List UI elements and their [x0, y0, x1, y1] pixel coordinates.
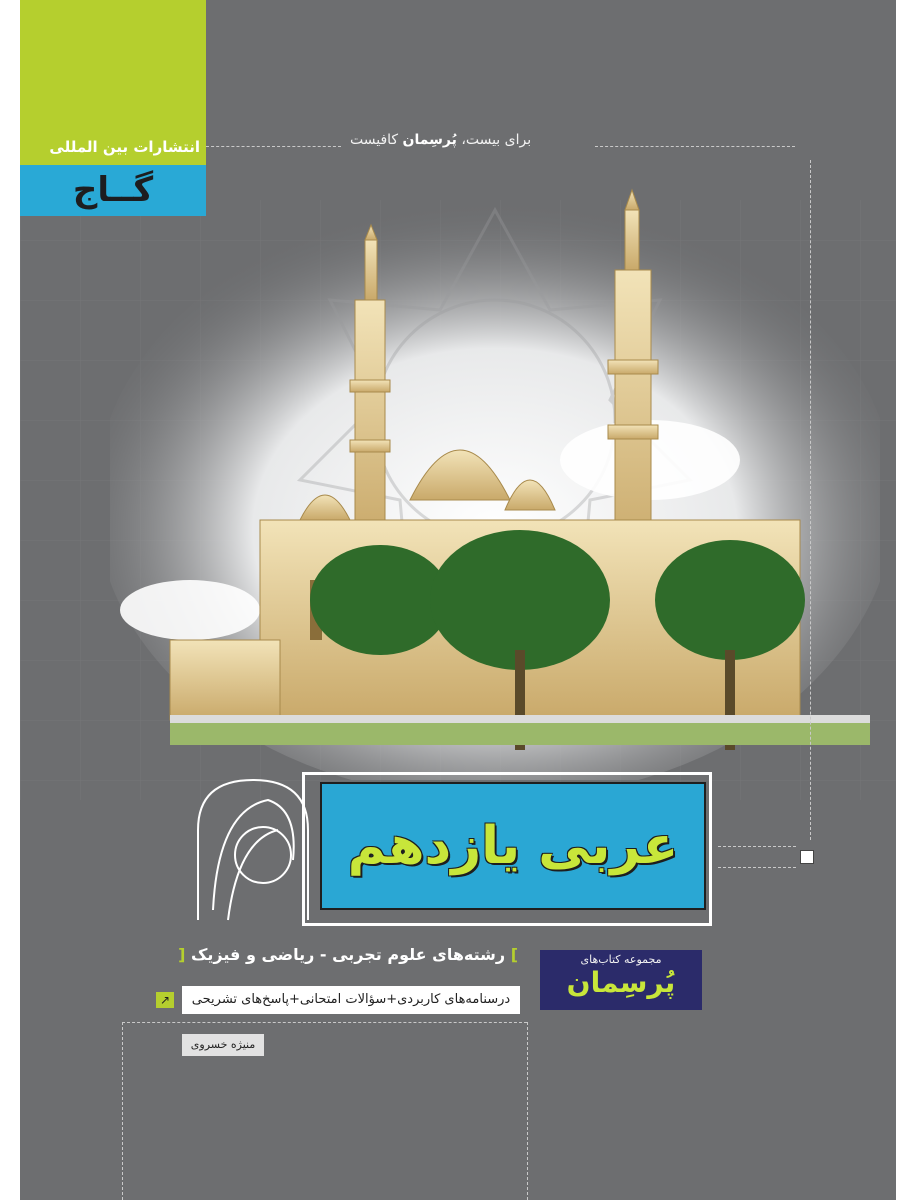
book-description: درسنامه‌های کاربردی+سؤالات امتحانی+پاسخ‌های تشریحی — [191, 992, 511, 1007]
book-fields — [178, 938, 518, 972]
divider-line — [595, 146, 795, 147]
book-title: عربی یازدهم — [347, 816, 679, 876]
slogan — [350, 132, 531, 148]
bracket-close: [ — [178, 945, 186, 964]
divider-line — [206, 146, 341, 147]
divider-line — [122, 1022, 527, 1023]
publisher-block — [20, 0, 206, 216]
series-name: پُرسِمان — [566, 966, 676, 999]
series-label: مجموعه کتاب‌های — [580, 953, 662, 966]
slogan-prefix: برای بیست، — [461, 132, 532, 148]
bracket-open: ] — [510, 945, 518, 964]
publisher-name: انتشارات بین المللی — [49, 138, 200, 156]
square-marker-icon — [800, 850, 814, 864]
book-cover — [20, 0, 896, 1200]
divider-line — [718, 867, 796, 868]
mosque-photo — [110, 180, 880, 780]
arrow-up-right-icon: ↗ — [156, 992, 174, 1008]
divider-line — [810, 160, 811, 840]
divider-line — [122, 1022, 123, 1200]
divider-line — [527, 1022, 528, 1200]
author-name: منیژه خسروی — [190, 1038, 256, 1051]
slogan-suffix: کافیست — [350, 132, 399, 148]
divider-line — [718, 846, 796, 847]
fields-text: رشته‌های علوم تجربی - ریاضی و فیزیک — [191, 945, 506, 964]
publisher-logo: گــاج — [72, 170, 154, 210]
slogan-brand: پُرسِمان — [402, 132, 457, 148]
